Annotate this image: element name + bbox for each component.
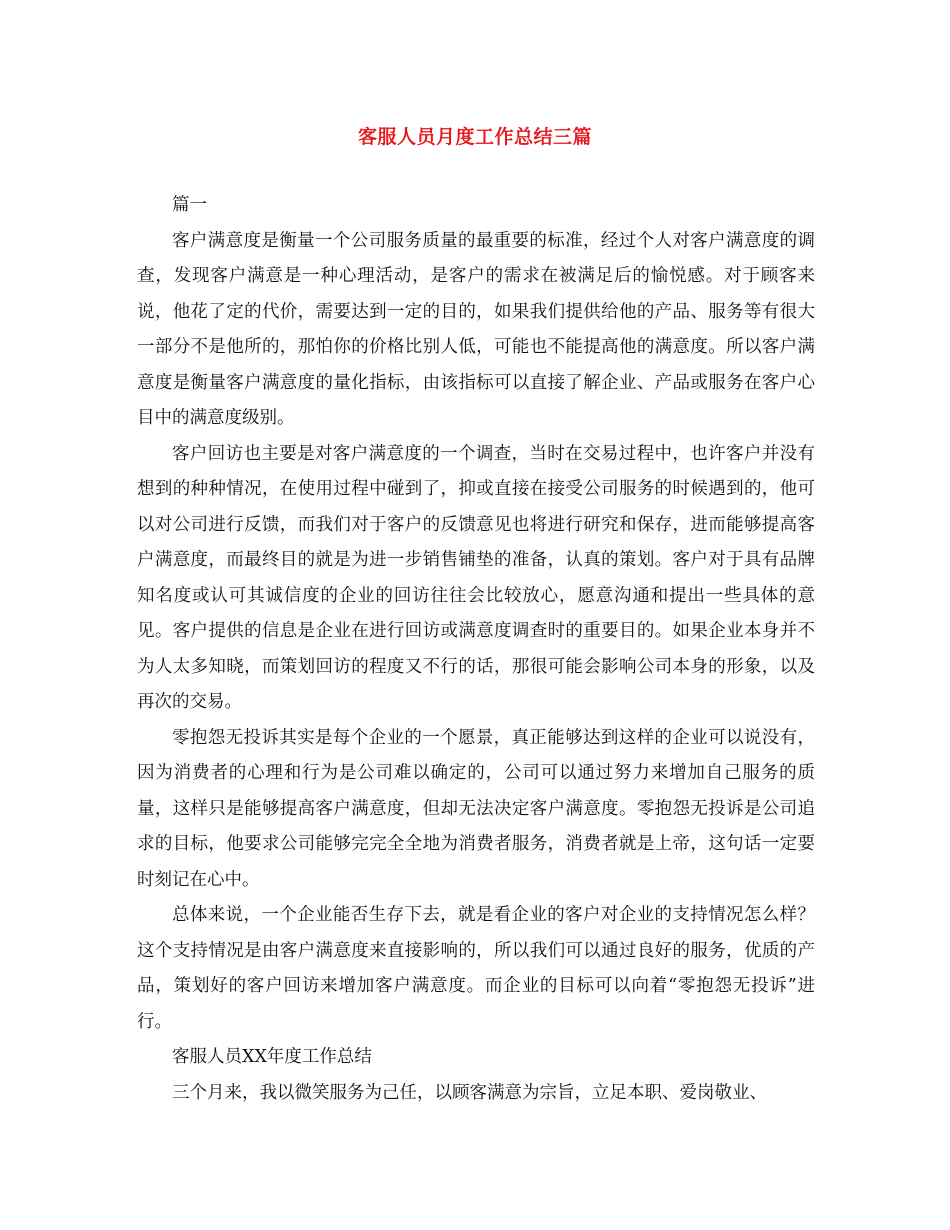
paragraph-summary: 总体来说，一个企业能否生存下去，就是看企业的客户对企业的支持情况怎么样？这个支持情况是由客户满意度来直接影响的，所以我们可以通过良好的服务，优质的产品，策划好的客户回访来增加客户满意度。而企业的目标可以向着“零抱怨无投诉”进行。 <box>137 905 815 1032</box>
document-body <box>137 188 815 1111</box>
paragraph-satisfaction: 客户满意度是衡量一个公司服务质量的最重要的标准，经过个人对客户满意度的调查，发现客户满意是一种心理活动，是客户的需求在被满足后的愉悦感。对于顾客来说，他花了定的代价，需要达到一定的目的，如果我们提供给他的产品、服务等有很大一部分不是他所的，那怕你的价格比别人低，可能也不能提高他的满意度。所以客户满意度是衡量客户满意度的量化指标，由该指标可以直接了解企业、产品或服务在客户心目中的满意度级别。 <box>137 230 815 428</box>
paragraph-callback: 客户回访也主要是对客户满意度的一个调查，当时在交易过程中，也许客户并没有想到的种种情况，在使用过程中碰到了，抑或直接在接受公司服务的时候遇到的，他可以对公司进行反馈，而我们对于客户的反馈意见也将进行研究和保存，进而能够提高客户满意度，而最终目的就是为进一步销售铺垫的准备，认真的策划。客户对于具有品牌知名度或认可其诚信度的企业的回访往往会比较放心，愿意沟通和提出一些具体的意见。客户提供的信息是企业在进行回访或满意度调查时的重要目的。如果企业本身并不为人太多知晓，而策划回访的程度又不行的话，那很可能会影响公司本身的形象，以及再次的交易。 <box>137 443 815 712</box>
section-heading-2: 客服人员XX年度工作总结 <box>172 1047 372 1067</box>
section-heading-1: 篇一 <box>172 195 207 215</box>
document-title: 客服人员月度工作总结三篇 <box>357 126 592 148</box>
paragraph-zero-complaint: 零抱怨无投诉其实是每个企业的一个愿景，真正能够达到这样的企业可以说没有，因为消费者的心理和行为是公司难以确定的，公司可以通过努力来增加自己服务的质量，这样只是能够提高客户满意度，但却无法决定客户满意度。零抱怨无投诉是公司追求的目标，他要求公司能够完完全全地为消费者服务，消费者就是上帝，这句话一定要时刻记在心中。 <box>137 727 815 890</box>
paragraph-three-months: 三个月来，我以微笑服务为己任，以顾客满意为宗旨，立足本职、爱岗敬业、 <box>172 1082 767 1103</box>
